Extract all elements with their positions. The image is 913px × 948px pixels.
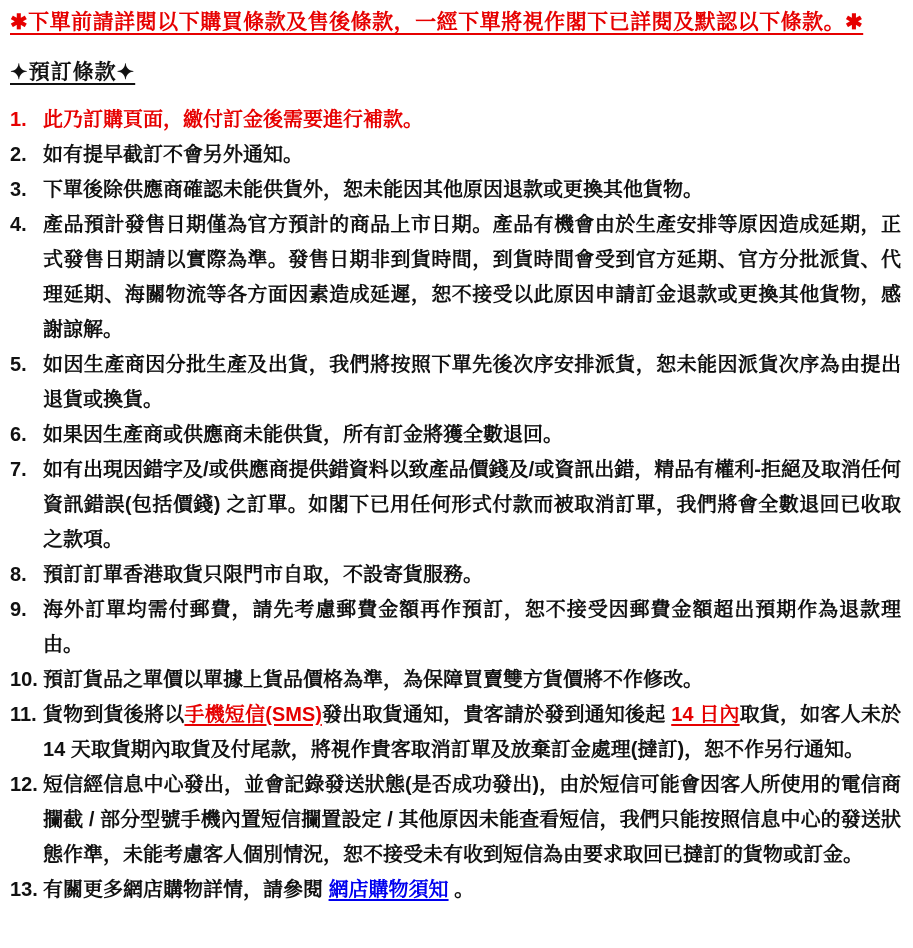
- term-number: 5.: [10, 354, 27, 376]
- term-text: [43, 663, 901, 698]
- term-text-segment: 取貨，如客人未於 14 天取貨期內取貨及付尾款，將視作貴客取消訂單及放棄訂金處理(撻訂)，恕不作另行通知。: [43, 704, 902, 761]
- term-text: [43, 558, 901, 593]
- term-text-segment: 產品預計發售日期僅為官方預計的商品上市日期。產品有機會由於生產安排等原因造成延期，正式發售日期請以實際為準。發售日期非到貨時間，到貨時間會受到官方延期、官方分批派貨、代理延期、海關物流等各方面因素造成延遲，恕不接受以此原因申請訂金退款或更換其他貨物，感謝諒解。: [43, 214, 901, 341]
- term-text: [43, 173, 901, 208]
- preorder-terms-page: [10, 9, 901, 908]
- term-text-segment: 短信經信息中心發出，並會記錄發送狀態(是否成功發出)，由於短信可能會因客人所使用的電信商攔截 / 部分型號手機內置短信攔置設定 / 其他原因未能查看短信，我們只能按照信息中心的發送狀態作準，未能考慮客人個別情況，恕不接受未有收到短信為由要求取回已撻訂的貨物或訂金。: [43, 774, 901, 866]
- term-text: [43, 348, 901, 418]
- term-number: 11.: [10, 704, 37, 726]
- term-item-4: [10, 208, 901, 348]
- term-item-5: [10, 348, 901, 418]
- term-number: 13.: [10, 879, 38, 901]
- section-title-preorder-terms: ✦預訂條款✦: [10, 61, 136, 84]
- term-text: [43, 418, 901, 453]
- term-item-13: [10, 873, 901, 908]
- term-number: 7.: [10, 459, 27, 481]
- term-text-segment: 如果因生產商或供應商未能供貨，所有訂金將獲全數退回。: [43, 424, 563, 446]
- term-text-segment: 發出取貨通知，貴客請於發到通知後起: [321, 704, 672, 726]
- term-text-segment: 貨物到貨後將以: [43, 704, 185, 726]
- term-text: [43, 768, 901, 873]
- term-text: [43, 453, 901, 558]
- term-number: 4.: [10, 214, 27, 236]
- store-shopping-guide-link[interactable]: 網店購物須知: [328, 879, 449, 901]
- term-text: [43, 103, 901, 138]
- term-item-8: [10, 558, 901, 593]
- term-item-1: [10, 103, 901, 138]
- term-number: 10.: [10, 669, 38, 691]
- term-item-6: [10, 418, 901, 453]
- term-item-9: [10, 593, 901, 663]
- term-number: 9.: [10, 599, 27, 621]
- term-text-segment: 如因生產商因分批生產及出貨，我們將按照下單先後次序安排派貨，恕未能因派貨次序為由提出退貨或換貨。: [43, 354, 901, 411]
- term-text-segment: 預訂貨品之單價以單據上貨品價格為準，為保障買賣雙方貨價將不作修改。: [43, 669, 703, 691]
- term-item-2: [10, 138, 901, 173]
- term-number: 3.: [10, 179, 27, 201]
- term-text: [43, 873, 901, 908]
- term-text-segment: 海外訂單均需付郵費，請先考慮郵費金額再作預訂，恕不接受因郵費金額超出預期作為退款理由。: [43, 599, 901, 656]
- term-text-segment: 如有出現因錯字及/或供應商提供錯資料以致產品價錢及/或資訊出錯，精品有權利-拒絕及取消任何資訊錯誤(包括價錢) 之訂單。如閣下已用任何形式付款而被取消訂單，我們將會全數退回已收取之款項。: [43, 459, 901, 551]
- term-text: [43, 593, 901, 663]
- term-text: [43, 138, 901, 173]
- term-text-segment: 預訂訂單香港取貨只限門市自取，不設寄貨服務。: [43, 564, 483, 586]
- term-item-10: [10, 663, 901, 698]
- term-item-11: [10, 698, 901, 768]
- term-text-segment: 如有提早截訂不會另外通知。: [43, 144, 303, 166]
- term-text-segment: 。: [448, 879, 475, 901]
- term-text: [43, 208, 901, 348]
- sms-notice-highlight: 手機短信(SMS): [184, 704, 322, 726]
- term-item-7: [10, 453, 901, 558]
- term-text: [43, 698, 901, 768]
- term-item-12: [10, 768, 901, 873]
- term-text-segment: 下單後除供應商確認未能供貨外，恕未能因其他原因退款或更換其他貨物。: [43, 179, 703, 201]
- term-text-segment: 有關更多網店購物詳情，請參閱: [43, 879, 329, 901]
- terms-list: [10, 103, 901, 908]
- term-number: 2.: [10, 144, 27, 166]
- term-item-3: [10, 173, 901, 208]
- pre-order-warning-header: ✱下單前請詳閱以下購買條款及售後條款，一經下單將視作閣下已詳閱及默認以下條款。✱: [10, 11, 864, 34]
- term-number: 6.: [10, 424, 27, 446]
- deposit-notice-text: 此乃訂購頁面，繳付訂金後需要進行補款。: [43, 109, 423, 131]
- term-number: 12.: [10, 774, 38, 796]
- pickup-deadline-highlight: 14 日內: [671, 704, 740, 726]
- term-number: 8.: [10, 564, 27, 586]
- term-number: 1.: [10, 109, 27, 131]
